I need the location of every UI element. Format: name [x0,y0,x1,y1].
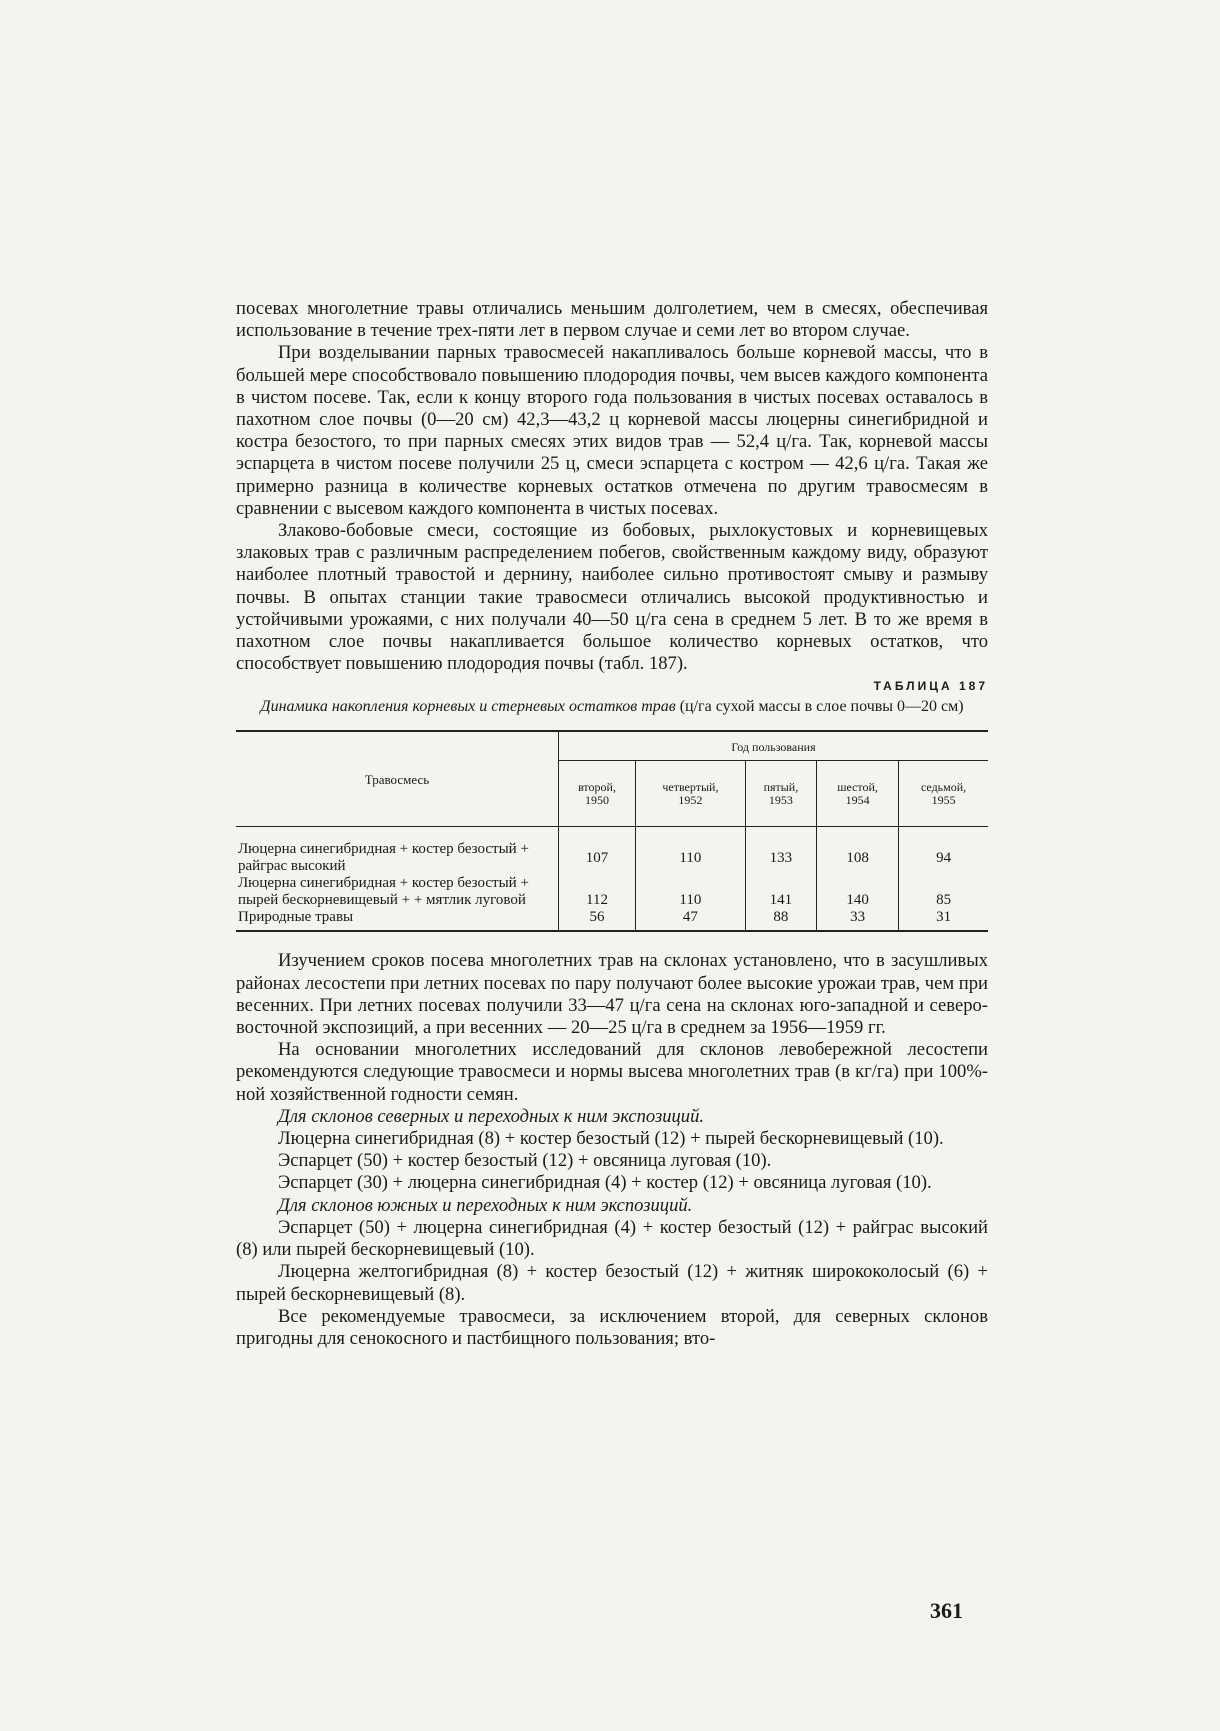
col-header-mixture: Травосмесь [236,731,559,827]
cell: 110 [636,875,746,909]
cell: 88 [745,909,816,931]
col-header-year-group: Год пользования [559,731,989,760]
cell: 140 [817,875,899,909]
row-name: Природные травы [238,909,354,926]
col-header-year-5: пятый, 1953 [745,760,816,827]
paragraph-after-10: Все рекомендуемые травосмеси, за исключением второй, для северных склонов пригодны для сенокосного и пастбищного пользования; вто- [236,1305,988,1349]
row-name: Люцерна синегибридная + костер безостый + райграс высокий [238,841,529,875]
table-row [236,909,988,931]
paragraph-1: посевах многолетние травы отличались меньшим долголетием, чем в смесях, обеспечивая использование в течение трех-пяти лет в первом случае и семи лет во втором случае. [236,298,988,342]
table-row [236,875,988,909]
col-header-year-4: четвертый, 1952 [636,760,746,827]
cell: 107 [559,827,636,876]
table-caption-italic: Динамика накопления корневых и стерневых остатков трав [260,698,676,716]
data-table [236,730,988,932]
page-number: 361 [930,1598,963,1623]
paragraph-after-6: Эспарцет (30) + люцерна синегибридная (4) + костер (12) + овсяница луговая (10). [278,1172,932,1194]
paragraph-after-8: Эспарцет (50) + люцерна синегибридная (4) + костер безостый (12) + райграс высокий (8) или пырей бескорневищевый (10). [236,1216,988,1261]
col-header-year-7: седьмой, 1955 [899,760,988,827]
paragraph-2: При возделывании парных травосмесей накапливалось больше корневой массы, что в большей мере способствовало повышению плодородия почвы, чем высев каждого компонента в чистом посеве. Так, если к концу второго года пользования в чистых посевах оставалось в пахотном слое почвы (0—20 см) 42,3—43,2 ц корневой массы люцерны синегибридной и костра безостого, то при парных смесях этих видов трав — 52,4 ц/га. Так, корневой массы эспарцета в чистом посеве получили 25 ц, смеси эспарцета с костром — 42,6 ц/га. Такая же примерно разница в количестве корневых остатков отмечена по другим травосмесям в сравнении с высевом каждого компонента в чистых посевах. [236,342,988,519]
subheading-north: Для склонов северных и переходных к ним экспозиций. [278,1105,705,1127]
col-header-year-6: шестой, 1954 [817,760,899,827]
paragraph-after-1: Изучением сроков посева многолетних трав на склонах установлено, что в засушливых районах лесостепи при летних посевах по пару получают более высокие урожаи трав, чем при весенних. При летних посевах получили 33—47 ц/га сена на склонах юго-западной и северо-восточной экспозиций, а при весенних — 20—25 ц/га в среднем за 1956—1959 гг. [236,950,988,1039]
cell: 108 [817,827,899,876]
paragraph-after-2: На основании многолетних исследований для склонов левобережной лесостепи рекомендуются следующие травосмеси и нормы высева многолетних трав (в кг/га) при 100%-ной хозяйственной годности семян. [236,1039,988,1105]
table-number: ТАБЛИЦА 187 [873,679,988,694]
cell: 56 [559,909,636,931]
cell: 94 [899,827,988,876]
col-header-year-2: второй, 1950 [559,760,636,827]
subheading-south: Для склонов южных и переходных к ним экспозиций. [278,1194,693,1216]
cell: 141 [745,875,816,909]
cell: 31 [899,909,988,931]
cell: 133 [745,827,816,876]
page-body [236,298,988,1350]
paragraph-after-4: Люцерна синегибридная (8) + костер безостый (12) + пырей бескорневищевый (10). [278,1128,944,1150]
paragraph-after-5: Эспарцет (50) + костер безостый (12) + овсяница луговая (10). [278,1150,772,1172]
table-caption-rest: (ц/га сухой массы в слое почвы 0—20 см) [679,698,964,716]
cell: 110 [636,827,746,876]
cell: 112 [559,875,636,909]
table-caption [236,697,988,716]
cell: 47 [636,909,746,931]
cell: 85 [899,875,988,909]
paragraph-after-9: Люцерна желтогибридная (8) + костер безостый (12) + житняк ширококолосый (6) + пырей бескорневищевый (8). [236,1261,988,1305]
text-after-table [236,950,988,1350]
row-name: Люцерна синегибридная + костер безостый + пырей бескорневищевый + + мятлик луговой [238,875,529,909]
table-row [236,827,988,876]
cell: 33 [817,909,899,931]
paragraph-3: Злаково-бобовые смеси, состоящие из бобовых, рыхлокустовых и корневищевых злаковых трав с различным распределением побегов, свойственным каждому виду, образуют наиболее плотный травостой и дернину, наиболее сильно противостоят смыву и размыву почвы. В опытах станции такие травосмеси отличались высокой продуктивностью и устойчивыми урожаями, с них получали 40—50 ц/га сена в среднем 5 лет. В то же время в пахотном слое почвы накапливается большое количество корневых остатков, что способствует повышению плодородия почвы (табл. 187). [236,520,988,675]
